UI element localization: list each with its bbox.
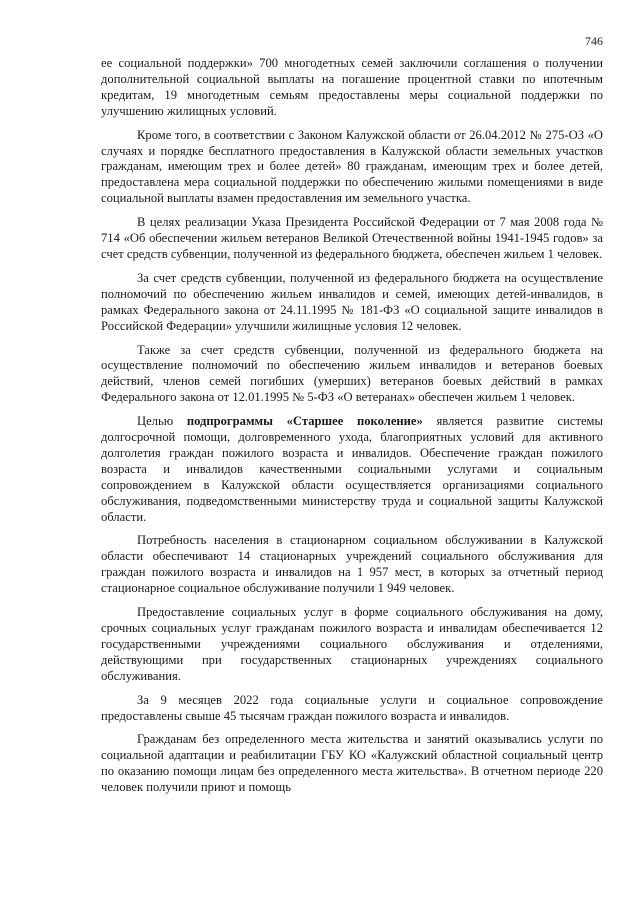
- document-body: [101, 56, 603, 804]
- subprogram-title: подпрограммы «Старшее поколение»: [186, 414, 423, 429]
- subprogram-prefix: Целью: [137, 414, 187, 429]
- subprogram-description: является развитие системы долгосрочной помощи, долговременного ухода, благоприятных условий для активного долголетия граждан пожилого возраста и инвалидов. Обеспечение граждан пожилого возраста и инвалидов качественными социальными услугами и социальным сопровождением в Калужской области осуществляется организациями социального обслуживания, подведомственными министерству труда и социальной защиты Калужской области.: [101, 414, 603, 524]
- paragraph-home-care: Предоставление социальных услуг в форме социального обслуживания на дому, срочных социальных услуг гражданам пожилого возраста и инвалидам обеспечивается 12 государственными учреждениями социального обслуживания и отделениями, действующими при государственных стационарных учреждениях социального обслуживания.: [101, 605, 603, 683]
- paragraph-combat-veterans-housing: Также за счет средств субвенции, полученной из федерального бюджета на осуществление полномочий по обеспечению жильем инвалидов и ветеранов боевых действий, членов семей погибших (умерших) ветеранов боевых действий в рамках Федерального закона от 12.01.1995 № 5-ФЗ «О ветеранах» обеспечен жильем 1 человек.: [101, 342, 603, 405]
- paragraph-housing-support-continued: ее социальной поддержки» 700 многодетных семей заключили соглашения о получении дополнительной социальной выплаты на погашение процентной ставки по ипотечным кредитам, 19 многодетным семьям предоставлены меры социальной поддержки по улучшению жилищных условий.: [101, 56, 603, 118]
- paragraph-inpatient-care: Потребность населения в стационарном социальном обслуживании в Калужской области обеспечивают 14 стационарных учреждений социального обслуживания для граждан пожилого возраста и инвалидов на 1 957 мест, в которых за отчетный период стационарное социальное обслуживание получили 1 949 человек.: [101, 533, 603, 596]
- paragraph-land-plots-law: Кроме того, в соответствии с Законом Калужской области от 26.04.2012 № 275-ОЗ «О случаях и порядке бесплатного предоставления в Калужской области земельных участков гражданам, имеющим трех и более детей» 80 гражданам, имеющим трех и более детей, предоставлена мера социальной поддержки по обеспечению жилыми помещениями в виде социальной выплаты взамен предоставления им земельного участка.: [101, 127, 603, 206]
- paragraph-disabled-housing: За счет средств субвенции, полученной из федерального бюджета на осуществление полномочий по обеспечению жильем инвалидов и семей, имеющих детей-инвалидов, в рамках Федерального закона от 24.11.1995 № 181-ФЗ «О социальной защите инвалидов в Российской Федерации» улучшили жилищные условия 12 человек.: [101, 270, 603, 333]
- paragraph-homeless-support: Гражданам без определенного места жительства и занятий оказывались услуги по социальной адаптации и реабилитации ГБУ КО «Калужский областной социальный центр по оказанию помощи лицам без определенного места жительства». В отчетном периоде 220 человек получили приют и помощь: [101, 732, 603, 795]
- paragraph-war-veterans-housing: В целях реализации Указа Президента Российской Федерации от 7 мая 2008 года № 714 «Об обеспечении жильем ветеранов Великой Отечественной войны 1941-1945 годов» за счет средств субвенции, полученной из федерального бюджета, обеспечен жильем 1 человек.: [101, 215, 603, 261]
- paragraph-nine-months-stats: За 9 месяцев 2022 года социальные услуги и социальное сопровождение предоставлены свыше 45 тысячам граждан пожилого возраста и инвалидов.: [101, 692, 603, 723]
- page-number: 746: [585, 34, 603, 48]
- paragraph-older-generation-subprogram: [101, 414, 603, 525]
